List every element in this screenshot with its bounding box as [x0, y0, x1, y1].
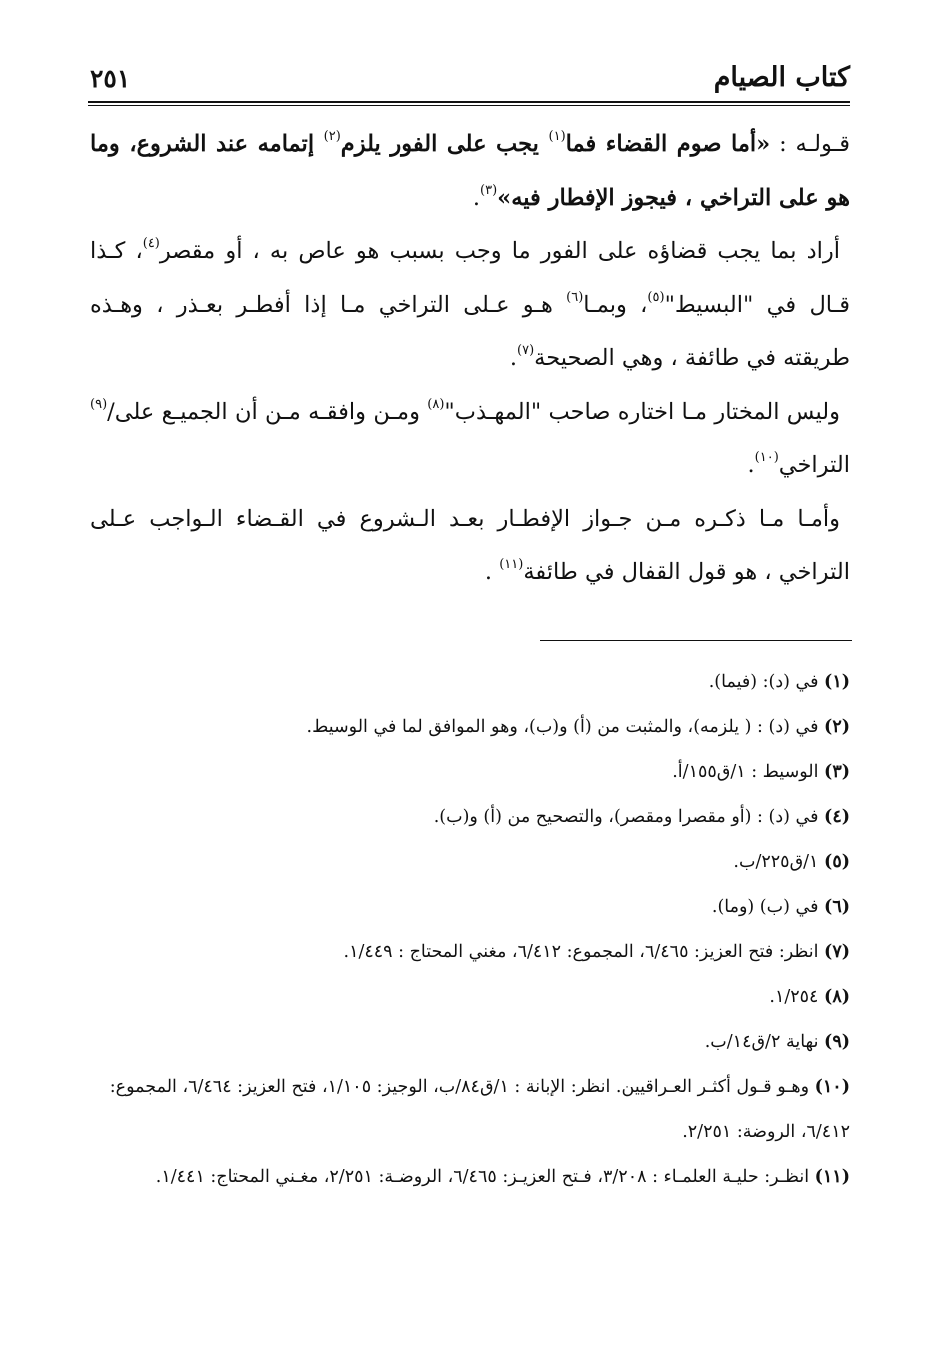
- footnote-text: انظـر: حليـة العلمـاء : ٣/٢٠٨، فـتح العزيـز: ٦/٤٦٥، الروضـة: ٢/٢٥١، مغـني المحتاج: ١/٤٤١.: [155, 1167, 815, 1187]
- footnote-1: [90, 660, 850, 705]
- footnote-number: (٧): [824, 942, 850, 962]
- footnote-ref: (١): [548, 129, 566, 144]
- paragraph-text: وأمـا مـا ذكـره مـن جـواز الإفطـار بعـد الـشروع في القـضاء الـواجب عـلى التراخي ، هو قول القفال في طائفة: [90, 505, 850, 585]
- page-number: ٢٥١: [90, 64, 131, 93]
- paragraph-quote: [90, 118, 850, 225]
- footnote-8: [90, 975, 850, 1020]
- footnote-number: (٤): [824, 807, 850, 827]
- footnote-number: (٩): [824, 1032, 850, 1052]
- footnotes: [90, 660, 850, 1200]
- footnote-number: (٢): [824, 717, 850, 737]
- footnote-text: ١/ق٢٢٥/ب.: [733, 852, 825, 872]
- footnote-text: نهاية ٢/ق١٤/ب.: [704, 1032, 825, 1052]
- paragraph-text: وليس المختار مـا اختاره صاحب "المهـذب": [444, 398, 840, 425]
- footnote-text: في (ب) (وما).: [711, 897, 825, 917]
- paragraph-end: .: [747, 452, 755, 478]
- main-text: [90, 118, 850, 600]
- running-header: [88, 60, 850, 96]
- paragraph-text: ، كـذا قـال في "البسيط": [90, 238, 851, 318]
- footnote-text: انظر: فتح العزيز: ٦/٤٦٥، المجموع: ٦/٤١٢، مغني المحتاج : ١/٤٤٩.: [343, 942, 825, 962]
- paragraph-3: [90, 386, 850, 493]
- footnote-number: (١١): [814, 1167, 850, 1187]
- footnote-text: ١/٢٥٤.: [769, 987, 825, 1007]
- footnote-4: [90, 795, 850, 840]
- paragraph-4: [90, 493, 850, 600]
- footnote-ref: (٦): [566, 289, 584, 305]
- footnote-ref: (٢): [323, 129, 341, 144]
- footnote-6: [90, 885, 850, 930]
- footnote-ref: (٨): [427, 396, 445, 412]
- footnote-separator: [540, 640, 852, 641]
- footnote-3: [90, 750, 850, 795]
- quote-part-1: «أما صوم القضاء فما: [565, 131, 771, 157]
- footnote-number: (١٠): [814, 1077, 850, 1097]
- paragraph-text: هـو عـلى التراخي مـا إذا أفطـر بعـذر ، وهـذه طريقته في طائفة ، وهي الصحيحة: [90, 291, 850, 371]
- footnote-2: [90, 705, 850, 750]
- footnote-ref: (١٠): [754, 450, 779, 465]
- footnote-number: (٨): [824, 987, 850, 1007]
- paragraph-end: .: [509, 345, 518, 371]
- footnote-text: في (د) : ( يلزمه)، والمثبت من (أ) و(ب)، وهو الموافق لما في الوسيط.: [306, 717, 825, 737]
- footnote-number: (١): [824, 672, 850, 692]
- footnote-5: [90, 840, 850, 885]
- footnote-text: في (د): (فيما).: [708, 672, 825, 692]
- footnote-text: في (د) : (أو مقصرا ومقصر)، والتصحيح من (أ) و(ب).: [433, 807, 825, 827]
- footnote-ref: (٥): [647, 289, 665, 305]
- paragraph-2: [90, 225, 850, 386]
- paragraph-text: ، وبمـا: [583, 291, 648, 318]
- paragraph-text: ومـن وافقـه مـن أن الجميـع على/: [107, 398, 428, 425]
- footnote-text: وهـو قـول أكثـر العـراقيين. انظر: الإبانة : ١/ق٨٤/ب، الوجيز: ١/١٠٥، فتح العزيز: ٦/٤٦٤، المجموع: ٦/٤١٢، الروضة: ٢/٢٥١.: [109, 1077, 850, 1142]
- quote-part-2: يجب على الفور يلزم: [340, 131, 549, 157]
- footnote-ref: (٤): [142, 236, 160, 251]
- footnote-ref: (٩): [90, 396, 108, 412]
- paragraph-end: .: [484, 559, 500, 585]
- quote-part-3: إتمامه عند الشروع، وما هو على التراخي ، فيجوز الإفطار فيه»: [90, 131, 850, 211]
- header-rule: [88, 101, 850, 106]
- footnote-11: [90, 1155, 850, 1200]
- footnote-7: [90, 930, 850, 975]
- paragraph-text: أراد بما يجب قضاؤه على الفور ما وجب بسبب هو عاص به ، أو مقصر: [159, 238, 841, 264]
- paragraph-text: التراخي: [778, 452, 850, 478]
- footnote-ref: (٣): [480, 182, 498, 198]
- footnote-number: (٦): [824, 897, 850, 917]
- footnote-text: الوسيط : ١/ق١٥٥/أ.: [672, 762, 825, 782]
- footnote-number: (٥): [824, 852, 850, 872]
- quote-end: .: [472, 184, 480, 211]
- footnote-ref: (٧): [517, 343, 535, 358]
- footnote-number: (٣): [824, 762, 850, 782]
- footnote-ref: (١١): [499, 557, 524, 572]
- footnote-10: [90, 1065, 850, 1155]
- quote-lead: قـولـه :: [770, 131, 851, 157]
- book-title: كتاب الصيام: [713, 62, 850, 93]
- footnote-9: [90, 1020, 850, 1065]
